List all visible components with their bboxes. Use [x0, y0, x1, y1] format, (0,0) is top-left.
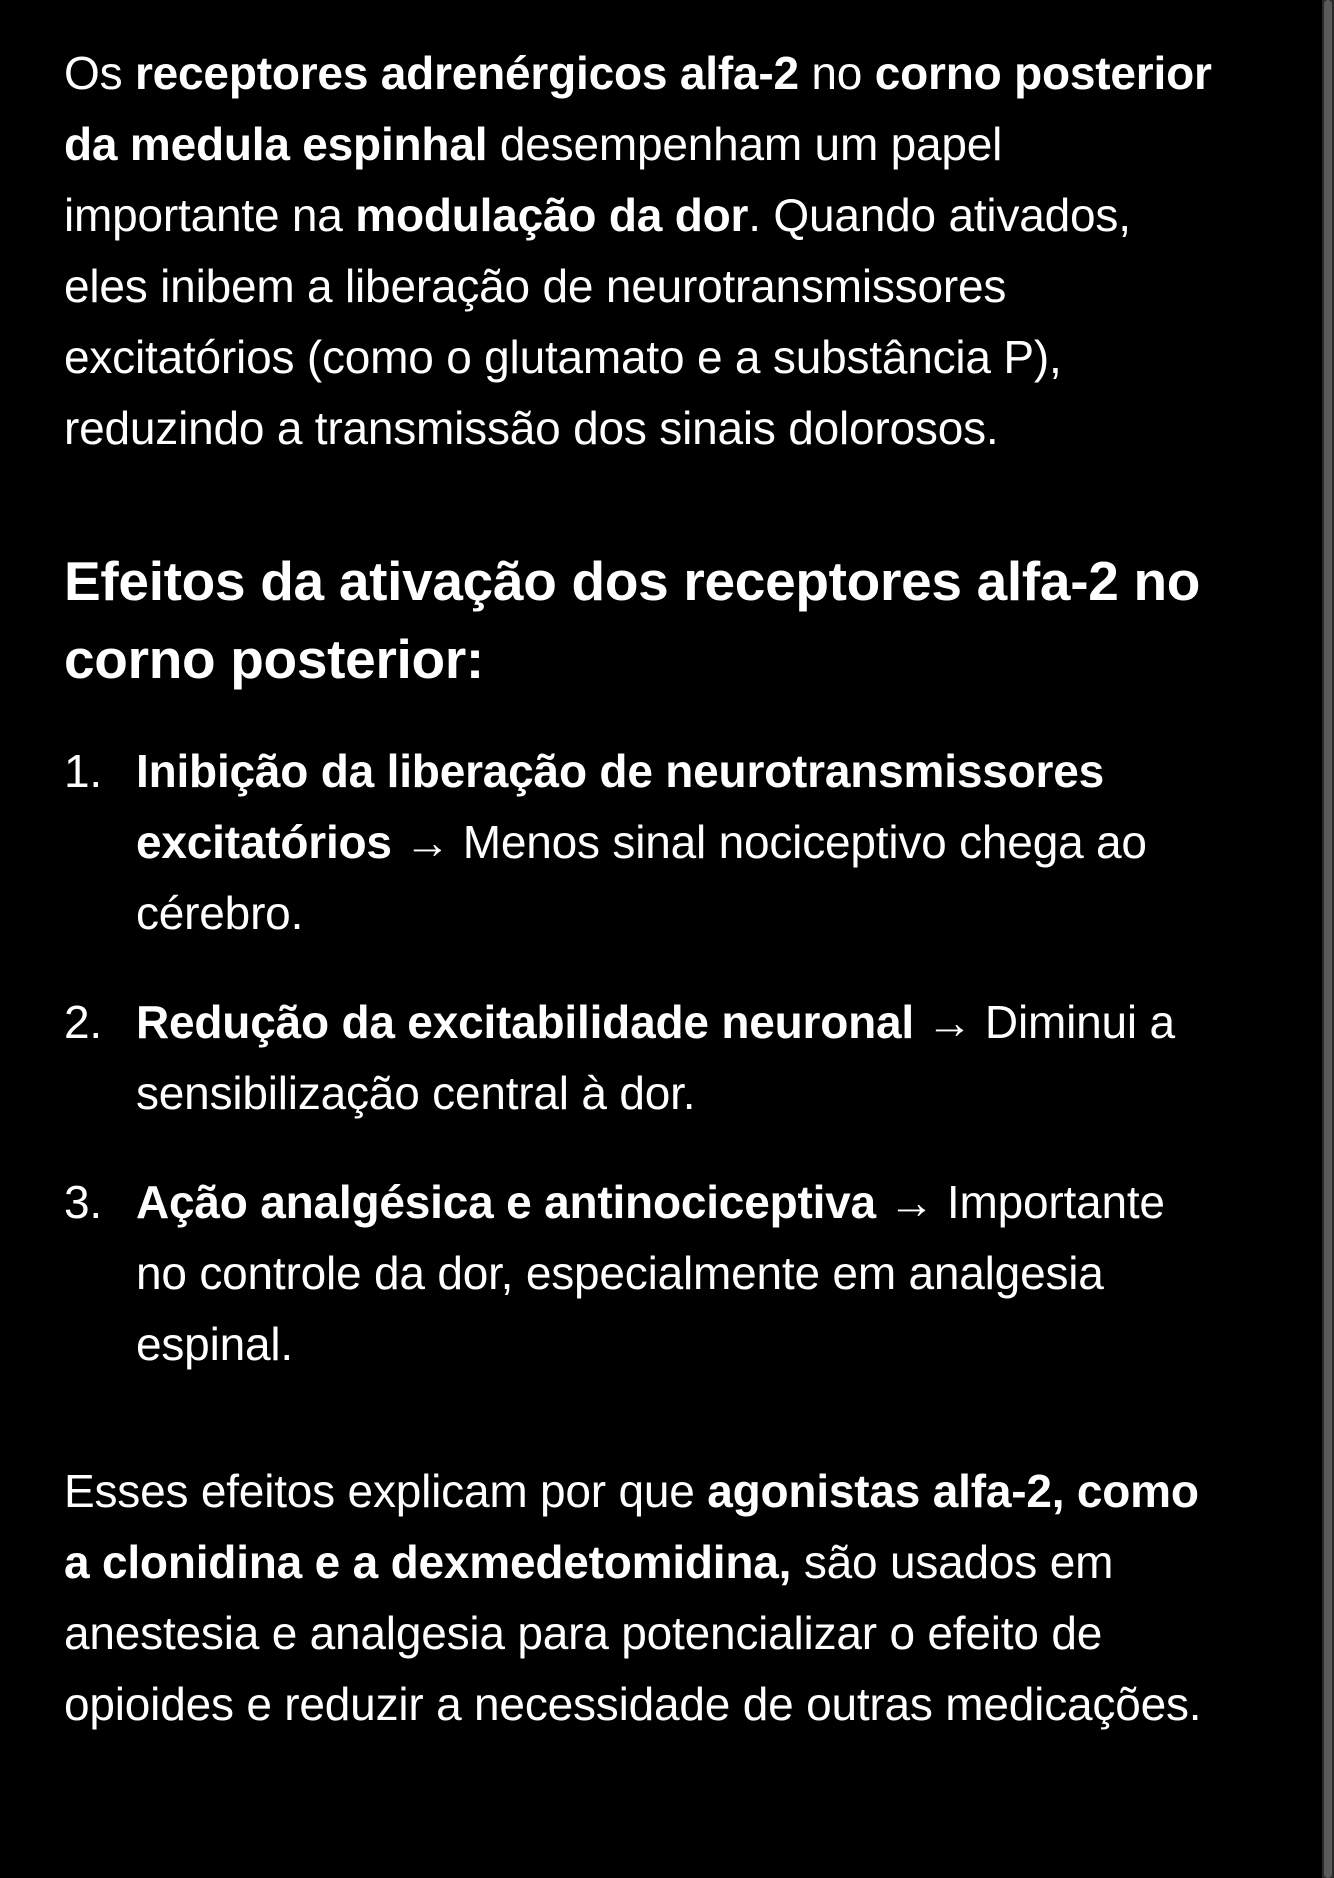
- intro-text-4: . Quando ativados, eles inibem a liberação de neurotransmissores excitatórios (como o glutamato e a substância P), reduzindo a transmissão dos sinais dolorosos.: [64, 189, 1131, 454]
- closing-text-1: Esses efeitos explicam por que: [64, 1465, 708, 1517]
- intro-text-2: no: [798, 47, 875, 99]
- list-item-number: 1.: [64, 745, 102, 797]
- list-item-bold: Redução da excitabilidade neuronal: [136, 996, 914, 1048]
- list-item: [64, 736, 1224, 949]
- section-heading: Efeitos da ativação dos receptores alfa-2 no corno posterior:: [64, 550, 1201, 690]
- list-item-text: → Importante no controle da dor, especialmente em analgesia espinal.: [136, 1176, 1165, 1370]
- list-item-text: → Diminui a sensibilização central à dor.: [136, 996, 1175, 1119]
- list-item-bold: Inibição da liberação de neurotransmissores excitatórios: [136, 745, 1104, 868]
- closing-text-2: são usados em anestesia e analgesia para potencializar o efeito de opioides e reduzir a necessidade de outras medicações.: [64, 1536, 1202, 1730]
- list-item: [64, 1167, 1224, 1380]
- closing-paragraph: [64, 1456, 1224, 1740]
- list-item: [64, 987, 1224, 1129]
- effects-list: [64, 736, 1224, 1380]
- intro-bold-2: corno posterior da medula espinhal: [64, 47, 1212, 170]
- list-item-bold: Ação analgésica e antinociceptiva: [136, 1176, 876, 1228]
- closing-bold-1: agonistas alfa-2, como a clonidina e a dexmedetomidina,: [64, 1465, 1199, 1588]
- list-item-number: 2.: [64, 996, 102, 1048]
- list-item-number: 3.: [64, 1176, 102, 1228]
- intro-text-3: desempenham um papel importante na: [64, 118, 1003, 241]
- intro-paragraph: [64, 38, 1224, 464]
- intro-bold-1: receptores adrenérgicos alfa-2: [134, 47, 799, 99]
- message-content: [64, 38, 1224, 1740]
- scrollbar-track[interactable]: [1322, 0, 1334, 1878]
- intro-bold-3: modulação da dor: [355, 189, 749, 241]
- list-item-text: → Menos sinal nociceptivo chega ao cérebro.: [136, 816, 1147, 939]
- scrollbar-thumb[interactable]: [1324, 0, 1332, 1878]
- intro-text-1: Os: [64, 47, 135, 99]
